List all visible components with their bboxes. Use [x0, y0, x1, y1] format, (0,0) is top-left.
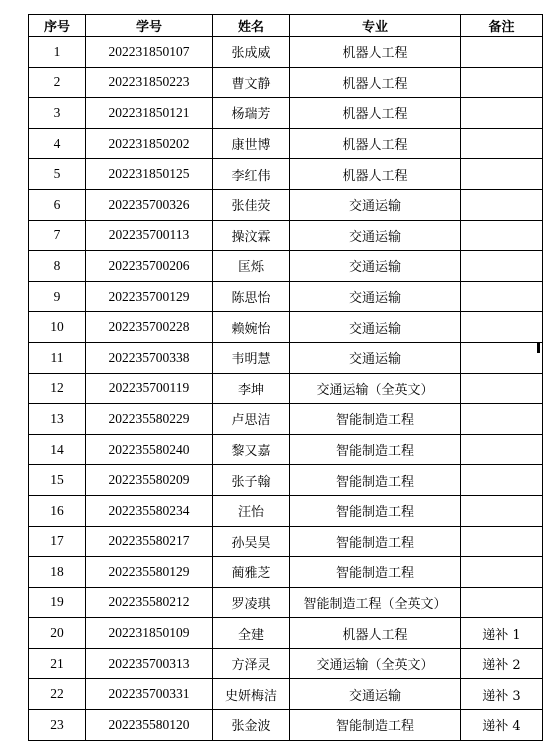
cell-index: 6 — [29, 189, 86, 220]
cell-index: 1 — [29, 37, 86, 68]
cell-name: 赖婉怡 — [213, 312, 290, 343]
cell-name: 张成威 — [213, 37, 290, 68]
cell-student-id: 202231850223 — [86, 67, 213, 98]
table-row — [29, 98, 543, 129]
cell-remarks — [461, 98, 543, 129]
cell-major: 智能制造工程 — [290, 710, 461, 741]
table-row — [29, 220, 543, 251]
student-table — [28, 14, 543, 741]
cell-student-id: 202235700338 — [86, 342, 213, 373]
header-remarks: 备注 — [461, 15, 543, 37]
cell-remarks — [461, 404, 543, 435]
cell-student-id: 202235700313 — [86, 648, 213, 679]
cell-remarks — [461, 587, 543, 618]
cell-student-id: 202235700326 — [86, 189, 213, 220]
table-body — [29, 37, 543, 741]
cell-major: 机器人工程 — [290, 128, 461, 159]
cell-name: 曹文静 — [213, 67, 290, 98]
cell-remarks: 递补 4 — [461, 710, 543, 741]
cell-remarks — [461, 557, 543, 588]
cell-major: 机器人工程 — [290, 98, 461, 129]
table-row — [29, 434, 543, 465]
cell-index: 13 — [29, 404, 86, 435]
cell-remarks — [461, 189, 543, 220]
cell-major: 智能制造工程 — [290, 465, 461, 496]
cell-name: 卢思洁 — [213, 404, 290, 435]
table-row — [29, 342, 543, 373]
cell-major: 交通运输 — [290, 281, 461, 312]
cell-remarks — [461, 526, 543, 557]
cell-index: 17 — [29, 526, 86, 557]
table-row — [29, 67, 543, 98]
cell-remarks — [461, 128, 543, 159]
cell-index: 19 — [29, 587, 86, 618]
header-name: 姓名 — [213, 15, 290, 37]
cell-student-id: 202235580212 — [86, 587, 213, 618]
cell-remarks — [461, 159, 543, 190]
cell-name: 全建 — [213, 618, 290, 649]
cell-index: 18 — [29, 557, 86, 588]
cell-name: 孙吴昊 — [213, 526, 290, 557]
cell-remarks: 递补 1 — [461, 618, 543, 649]
cell-remarks — [461, 37, 543, 68]
cell-student-id: 202235700129 — [86, 281, 213, 312]
table-row — [29, 159, 543, 190]
cell-major: 机器人工程 — [290, 618, 461, 649]
cell-major: 交通运输 — [290, 679, 461, 710]
cell-major: 交通运输（全英文） — [290, 648, 461, 679]
cell-remarks — [461, 373, 543, 404]
cell-index: 11 — [29, 342, 86, 373]
cell-name: 匡烁 — [213, 251, 290, 282]
cell-name: 杨瑞芳 — [213, 98, 290, 129]
table-row — [29, 618, 543, 649]
cell-index: 12 — [29, 373, 86, 404]
page-edge-mark — [537, 343, 540, 353]
cell-student-id: 202235700331 — [86, 679, 213, 710]
cell-name: 史妍梅洁 — [213, 679, 290, 710]
cell-major: 智能制造工程 — [290, 526, 461, 557]
cell-student-id: 202235580240 — [86, 434, 213, 465]
cell-student-id: 202231850109 — [86, 618, 213, 649]
cell-index: 8 — [29, 251, 86, 282]
table-row — [29, 495, 543, 526]
cell-name: 黎又嘉 — [213, 434, 290, 465]
cell-major: 交通运输 — [290, 312, 461, 343]
table-row — [29, 404, 543, 435]
table-row — [29, 710, 543, 741]
cell-student-id: 202235580217 — [86, 526, 213, 557]
cell-index: 7 — [29, 220, 86, 251]
cell-major: 交通运输 — [290, 220, 461, 251]
table-row — [29, 37, 543, 68]
cell-student-id: 202235700119 — [86, 373, 213, 404]
cell-remarks — [461, 220, 543, 251]
cell-major: 智能制造工程 — [290, 434, 461, 465]
cell-index: 2 — [29, 67, 86, 98]
cell-student-id: 202235580234 — [86, 495, 213, 526]
cell-remarks — [461, 434, 543, 465]
table-header-row — [29, 15, 543, 37]
cell-remarks — [461, 251, 543, 282]
cell-major: 智能制造工程 — [290, 557, 461, 588]
cell-name: 陈思怡 — [213, 281, 290, 312]
cell-index: 20 — [29, 618, 86, 649]
cell-name: 汪怡 — [213, 495, 290, 526]
cell-index: 15 — [29, 465, 86, 496]
cell-remarks — [461, 465, 543, 496]
cell-student-id: 202235580120 — [86, 710, 213, 741]
cell-index: 4 — [29, 128, 86, 159]
cell-major: 交通运输 — [290, 251, 461, 282]
cell-student-id: 202235700228 — [86, 312, 213, 343]
cell-major: 交通运输 — [290, 189, 461, 220]
cell-index: 22 — [29, 679, 86, 710]
table-row — [29, 251, 543, 282]
cell-major: 机器人工程 — [290, 159, 461, 190]
cell-name: 韦明慧 — [213, 342, 290, 373]
cell-student-id: 202235580229 — [86, 404, 213, 435]
cell-name: 蔺雅芝 — [213, 557, 290, 588]
cell-name: 李红伟 — [213, 159, 290, 190]
cell-remarks — [461, 67, 543, 98]
cell-name: 张佳荧 — [213, 189, 290, 220]
table-row — [29, 526, 543, 557]
table-row — [29, 557, 543, 588]
cell-index: 14 — [29, 434, 86, 465]
cell-major: 智能制造工程 — [290, 404, 461, 435]
cell-student-id: 202231850202 — [86, 128, 213, 159]
cell-index: 23 — [29, 710, 86, 741]
cell-major: 机器人工程 — [290, 67, 461, 98]
cell-name: 康世博 — [213, 128, 290, 159]
cell-remarks: 递补 3 — [461, 679, 543, 710]
cell-index: 16 — [29, 495, 86, 526]
student-list — [28, 14, 543, 741]
cell-major: 交通运输（全英文） — [290, 373, 461, 404]
cell-student-id: 202235580129 — [86, 557, 213, 588]
cell-remarks — [461, 312, 543, 343]
cell-name: 操汶霖 — [213, 220, 290, 251]
cell-index: 5 — [29, 159, 86, 190]
header-index: 序号 — [29, 15, 86, 37]
cell-remarks: 递补 2 — [461, 648, 543, 679]
cell-student-id: 202235580209 — [86, 465, 213, 496]
cell-student-id: 202231850107 — [86, 37, 213, 68]
table-row — [29, 281, 543, 312]
table-row — [29, 373, 543, 404]
cell-name: 方泽灵 — [213, 648, 290, 679]
table-row — [29, 465, 543, 496]
table-row — [29, 189, 543, 220]
cell-index: 9 — [29, 281, 86, 312]
cell-index: 3 — [29, 98, 86, 129]
cell-student-id: 202235700113 — [86, 220, 213, 251]
cell-student-id: 202235700206 — [86, 251, 213, 282]
table-row — [29, 679, 543, 710]
cell-student-id: 202231850121 — [86, 98, 213, 129]
cell-student-id: 202231850125 — [86, 159, 213, 190]
cell-index: 10 — [29, 312, 86, 343]
cell-index: 21 — [29, 648, 86, 679]
cell-name: 李坤 — [213, 373, 290, 404]
cell-name: 张子翰 — [213, 465, 290, 496]
table-row — [29, 587, 543, 618]
cell-remarks — [461, 342, 543, 373]
cell-major: 机器人工程 — [290, 37, 461, 68]
table-row — [29, 312, 543, 343]
cell-remarks — [461, 281, 543, 312]
header-major: 专业 — [290, 15, 461, 37]
cell-remarks — [461, 495, 543, 526]
header-student-id: 学号 — [86, 15, 213, 37]
cell-major: 智能制造工程 — [290, 495, 461, 526]
cell-major: 智能制造工程（全英文） — [290, 587, 461, 618]
cell-major: 交通运输 — [290, 342, 461, 373]
table-row — [29, 648, 543, 679]
table-row — [29, 128, 543, 159]
cell-name: 罗凌琪 — [213, 587, 290, 618]
cell-name: 张金波 — [213, 710, 290, 741]
